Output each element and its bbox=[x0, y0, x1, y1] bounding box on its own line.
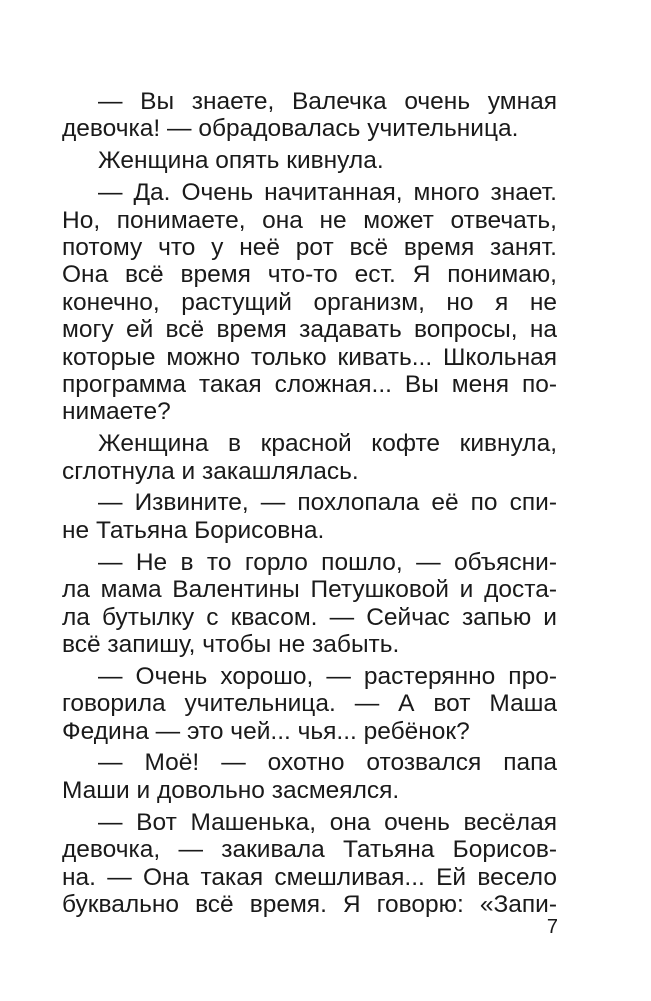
text-line: нимаете? bbox=[62, 398, 171, 426]
text-line: на. — Она такая смешливая... Ей весело bbox=[62, 863, 557, 891]
text-line: — Вы знаете, Валечка очень умная bbox=[98, 88, 557, 115]
text-line: сглотнула и закашлялась. bbox=[62, 457, 359, 485]
text-line: девочка! — обрадовалась учительница. bbox=[62, 115, 519, 143]
text-line: могу ей всё время задавать вопросы, на bbox=[62, 316, 557, 344]
text-line: которые можно только кивать... Школьная bbox=[62, 343, 557, 371]
paragraph bbox=[62, 147, 557, 174]
text-line: Она всё время что-то ест. Я понимаю, bbox=[62, 261, 557, 289]
text-line: — Извините, — похлопала её по спи- bbox=[98, 489, 557, 517]
text-line: Женщина в красной кофте кивнула, bbox=[98, 430, 557, 458]
text-line: Женщина опять кивнула. bbox=[98, 147, 384, 175]
text-line: девочка, — закивала Татьяна Борисов- bbox=[62, 836, 557, 864]
body-text bbox=[62, 88, 557, 923]
text-line: ла мама Валентины Петушковой и доста- bbox=[62, 576, 557, 604]
text-line: конечно, растущий организм, но я не bbox=[62, 288, 557, 316]
paragraph bbox=[62, 88, 557, 143]
text-line: говорила учительница. — А вот Маша bbox=[62, 690, 557, 718]
paragraph bbox=[62, 489, 557, 544]
text-line: — Очень хорошо, — растерянно про- bbox=[98, 662, 557, 690]
text-line: — Не в то горло пошло, — объясни- bbox=[98, 548, 557, 576]
text-line: ла бутылку с квасом. — Сейчас запью и bbox=[62, 603, 557, 631]
page-number: 7 bbox=[546, 916, 558, 938]
paragraph bbox=[62, 663, 557, 745]
text-line: Федина — это чей... чья... ребёнок? bbox=[62, 717, 470, 745]
text-line: Маши и довольно засмеялся. bbox=[62, 776, 400, 804]
text-line: Но, понимаете, она не может отвечать, bbox=[62, 206, 557, 234]
text-line: всё запишу, чтобы не забыть. bbox=[62, 630, 400, 658]
paragraph bbox=[62, 549, 557, 659]
text-line: — Моё! — охотно отозвался папа bbox=[98, 749, 557, 777]
text-line: — Вот Машенька, она очень весёлая bbox=[98, 808, 557, 836]
paragraph bbox=[62, 809, 557, 919]
text-line: — Да. Очень начитанная, много знает. bbox=[98, 179, 557, 207]
paragraph bbox=[62, 430, 557, 485]
paragraph bbox=[62, 749, 557, 804]
text-line: потому что у неё рот всё время занят. bbox=[62, 233, 557, 261]
text-line: буквально всё время. Я говорю: «Запи- bbox=[62, 890, 557, 918]
text-line: не Татьяна Борисовна. bbox=[62, 516, 325, 544]
text-line: программа такая сложная... Вы меня по- bbox=[62, 370, 557, 398]
paragraph bbox=[62, 179, 557, 426]
